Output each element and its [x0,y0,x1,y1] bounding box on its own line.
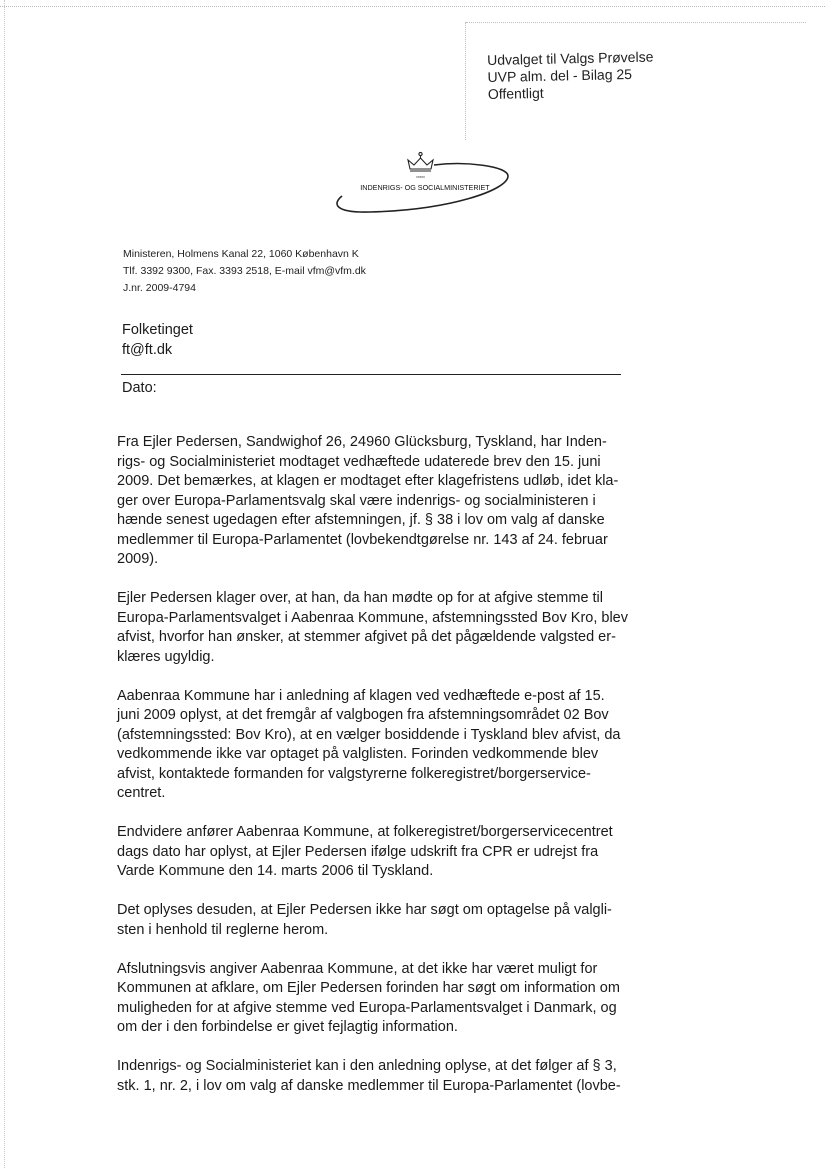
stamp-border-top [466,22,806,23]
text-line: Det oplyses desuden, at Ejler Pedersen ikke har søgt om optagelse på valgli- [117,902,612,918]
text-line: Endvidere anfører Aabenraa Kommune, at folkeregistret/borgerservicecentret [117,824,613,840]
text-line: hænde senest ugedagen efter afstemningen, jf. § 38 i lov om valg af danske [117,512,605,528]
paragraph [117,433,619,570]
text-line: Indenrigs- og Socialministeriet kan i den anledning oplyse, at det følger af § 3, [117,1058,617,1074]
text-line: ger over Europa-Parlamentsvalg skal være indenrigs- og socialministeren i [117,492,596,509]
text-line: centret. [117,785,166,801]
stamp-line-1: Udvalget til Valgs Prøvelse [487,48,654,68]
text-line: Afslutningsvis angiver Aabenraa Kommune, at det ikke har været muligt for [117,960,598,977]
header-divider [121,374,621,375]
paragraph [117,901,613,940]
text-line: afvist, hvorfor han ønsker, at stemmer afgivet på det pågældende valgsted er- [117,629,616,645]
stamp-border-left [465,22,466,140]
paragraph [117,687,621,804]
recipient-email: ft@ft.dk [122,342,173,358]
text-line: medlemmer til Europa-Parlamentet (lovbekendtgørelse nr. 143 af 24. februar [117,531,608,548]
crown-icon [408,152,433,171]
text-line: Fra Ejler Pedersen, Sandwighof 26, 24960 Glücksburg, Tyskland, har Inden- [117,434,607,450]
paragraph [117,589,628,667]
text-line: (afstemningssted: Bov Kro), at en vælger bosiddende i Tyskland blev afvist, da [117,726,621,743]
text-line: 2009. Det bemærkes, at klagen er modtaget efter klagefristens udløb, idet kla- [117,473,619,489]
crown-caption: xxxxx [416,175,425,179]
text-line: muligheden for at afgive stemme ved Europa-Parlamentsvalget i Danmark, og [117,999,617,1016]
paragraph-gap [117,1038,613,1058]
paragraph-gap [117,570,613,590]
recipient-block [122,320,193,360]
text-line: Aabenraa Kommune har i anledning af klagen ved vedhæftede e-post af 15. [117,687,605,704]
letter-body [117,433,628,1096]
text-line: klæres ugyldig. [117,648,215,665]
scan-edge-left [4,0,5,1168]
text-line: juni 2009 oplyst, at det fremgår af valgbogen fra afstemningsområdet 02 Bov [117,707,609,723]
text-line: rigs- og Socialministeriet modtaget vedhæftede udaterede brev den 15. juni [117,453,601,470]
text-line: Varde Kommune den 14. marts 2006 til Tyskland. [117,863,434,879]
paragraph [117,823,613,882]
paragraph-gap [117,940,613,960]
date-label: Dato: [122,380,157,396]
paragraph [117,960,620,1038]
paragraph-gap [117,882,613,902]
stamp-line-3: Offentligt [487,84,544,102]
recipient-name: Folketinget [122,322,193,338]
text-line: Kommunen at afklare, om Ejler Pedersen forinden har søgt om information om [117,980,620,996]
sender-block [123,246,366,297]
sender-jnr: J.nr. 2009-4794 [123,282,196,294]
ministry-logo [330,148,510,218]
paragraph [117,1057,621,1096]
stamp-line-2: UVP alm. del - Bilag 25 [487,65,633,85]
text-line: om der i den forbindelse er givet fejlagtig information. [117,1019,458,1035]
sender-contact: Tlf. 3392 9300, Fax. 3393 2518, E-mail vfm@vfm.dk [123,265,366,277]
text-line: dags dato har oplyst, at Ejler Pedersen ifølge udskrift fra CPR er udrejst fra [117,843,599,860]
text-line: sten i henhold til reglerne herom. [117,921,329,938]
text-line: vedkommende ikke var optaget på valglisten. Forinden vedkommende blev [117,746,599,762]
ministry-name: INDENRIGS- OG SOCIALMINISTERIET [360,183,490,192]
paragraph-gap [117,804,613,824]
scan-edge-top [0,6,825,7]
paragraph-gap [117,667,613,687]
text-line: Ejler Pedersen klager over, at han, da han mødte op for at afgive stemme til [117,590,604,606]
text-line: Europa-Parlamentsvalget i Aabenraa Kommune, afstemningssted Bov Kro, blev [117,609,628,626]
committee-stamp [487,49,654,103]
text-line: 2009). [117,551,159,567]
text-line: afvist, kontaktede formanden for valgstyrerne folkeregistret/borgerservice- [117,765,591,782]
sender-address: Ministeren, Holmens Kanal 22, 1060 København K [123,248,359,260]
text-line: stk. 1, nr. 2, i lov om valg af danske medlemmer til Europa-Parlamentet (lovbe- [117,1077,621,1094]
